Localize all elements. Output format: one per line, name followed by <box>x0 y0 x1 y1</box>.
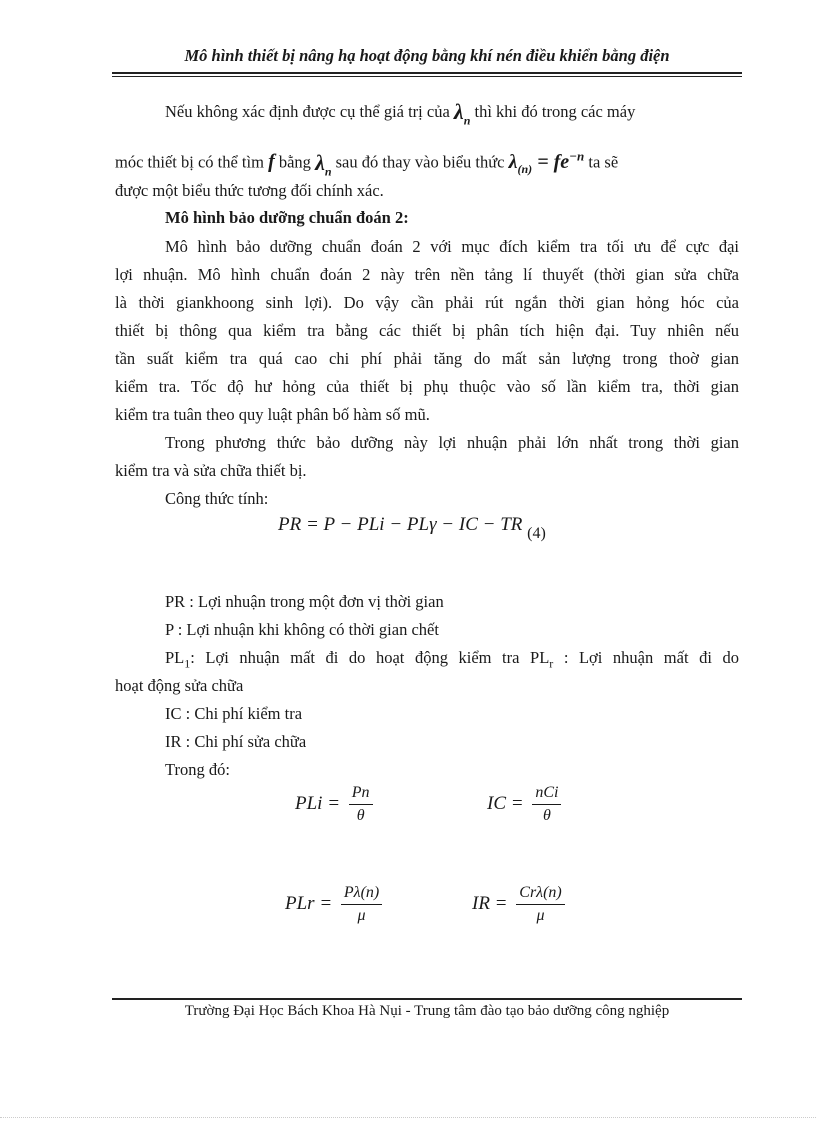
trong-do-label: Trong đó: <box>165 760 230 779</box>
definition-p: P : Lợi nhuận khi không có thời gian chết <box>165 620 439 639</box>
equation-number: (4) <box>527 525 546 542</box>
fraction-numerator: nCi <box>532 784 561 805</box>
paragraph2-line: lợi nhuận. Mô hình chuẩn đoán 2 này trên nền tảng lí thuyết (thời gian sửa chữa <box>115 265 739 284</box>
footer-rule <box>112 998 742 1000</box>
pl-sub: 1 <box>184 656 191 671</box>
paragraph1-text: bằng <box>278 152 311 172</box>
fraction <box>516 884 564 925</box>
paragraph1-text: sau đó thay vào biểu thức <box>335 152 505 172</box>
pl-text: : Lợi nhuận mất đi do <box>553 648 739 667</box>
definition-pr: PR : Lợi nhuận trong một đơn vị thời gian <box>165 592 444 611</box>
paragraph1-text: thì khi đó trong các máy <box>474 102 636 121</box>
formula-lhs: IR = <box>472 892 508 914</box>
paragraph2-line: Mô hình bảo dưỡng chuẩn đoán 2 với mục đích kiểm tra tối ưu để cực đại <box>165 237 739 256</box>
fraction-denominator: θ <box>542 807 551 824</box>
lambda-expression: $\lambda_{(n)} = fe^{-n}$ <box>508 148 585 176</box>
formula-lhs: PLi = <box>295 792 341 814</box>
fraction-numerator: Pn <box>349 784 373 805</box>
page-header-title: Mô hình thiết bị nâng hạ hoạt động bằng khí nén điều khiển bằng điện <box>184 46 670 65</box>
definition-ir: IR : Chi phí sửa chữa <box>165 732 307 751</box>
paragraph1-line3: được một biểu thức tương đối chính xác. <box>115 181 384 200</box>
paragraph2-line: tần suất kiểm tra quá cao chi phí phải tăng do mất sản lượng trong thoờ gian <box>115 349 739 368</box>
f-symbol: f <box>268 150 275 173</box>
fraction-denominator: μ <box>357 907 366 924</box>
pl-sub: r <box>549 656 554 671</box>
paragraph1-text: móc thiết bị có thể tìm <box>115 152 264 172</box>
main-formula-expression: PR = P − PLi − PLγ − IC − TR <box>278 514 523 535</box>
formula-plr <box>285 884 382 925</box>
paragraph2-line: thiết bị thông qua kiểm tra bằng các thiết bị phân tích hiện đại. Tuy nhiên nếu <box>115 321 739 340</box>
header-rule-thin <box>112 76 742 77</box>
section-heading: Mô hình bảo dưỡng chuẩn đoán 2: <box>165 208 409 227</box>
formula-ic <box>487 784 561 825</box>
paragraph2-line: kiểm tra tuân theo quy luật phân bố hàm số mũ. <box>115 405 430 424</box>
fraction <box>349 784 373 825</box>
formula-label: Công thức tính: <box>165 489 269 508</box>
page-edge-divider <box>0 1117 816 1118</box>
formula-pli <box>295 784 373 825</box>
paragraph1-text: Nếu không xác định được cụ thể giá trị của <box>165 102 450 121</box>
paragraph3-line: Trong phương thức bảo dưỡng này lợi nhuận phải lớn nhất trong thời gian <box>165 433 739 452</box>
paragraph1-line1 <box>165 99 636 130</box>
paragraph1-text: ta sẽ <box>588 152 619 172</box>
formula-ir <box>472 884 565 925</box>
definition-ic: IC : Chi phí kiểm tra <box>165 704 303 723</box>
lambda-n-symbol: $\lambda_n$ <box>315 149 332 179</box>
fraction <box>532 784 561 825</box>
fraction-numerator: Pλ(n) <box>341 884 382 905</box>
fraction <box>341 884 382 925</box>
paragraph2-line: là thời giankhoong sinh lợi). Do vậy cần phải rút ngắn thời gian hỏng hóc của <box>115 293 739 312</box>
definition-pl-continued: hoạt động sửa chữa <box>115 676 244 695</box>
pl-label: PL <box>165 648 185 667</box>
page-footer: Trường Đại Học Bách Khoa Hà Nụi - Trung tâm đào tạo bảo dưỡng công nghiệp <box>184 1003 670 1019</box>
definition-pl <box>165 648 739 673</box>
paragraph1-line2 <box>115 146 618 181</box>
formula-lhs: PLr = <box>285 892 333 914</box>
fraction-numerator: Crλ(n) <box>516 884 564 905</box>
main-formula <box>278 514 546 543</box>
paragraph3-line: kiểm tra và sửa chữa thiết bị. <box>115 461 307 480</box>
fraction-denominator: μ <box>536 907 545 924</box>
header-rule-thick <box>112 72 742 74</box>
formula-lhs: IC = <box>487 792 524 814</box>
lambda-n-symbol: $\lambda_n$ <box>453 99 471 128</box>
pl-text: : Lợi nhuận mất đi do hoạt động kiểm tra PL <box>190 648 550 667</box>
paragraph2-line: kiểm tra. Tốc độ hư hỏng của thiết bị phụ thuộc vào số lần kiểm tra, thời gian <box>115 377 739 396</box>
fraction-denominator: θ <box>356 807 365 824</box>
